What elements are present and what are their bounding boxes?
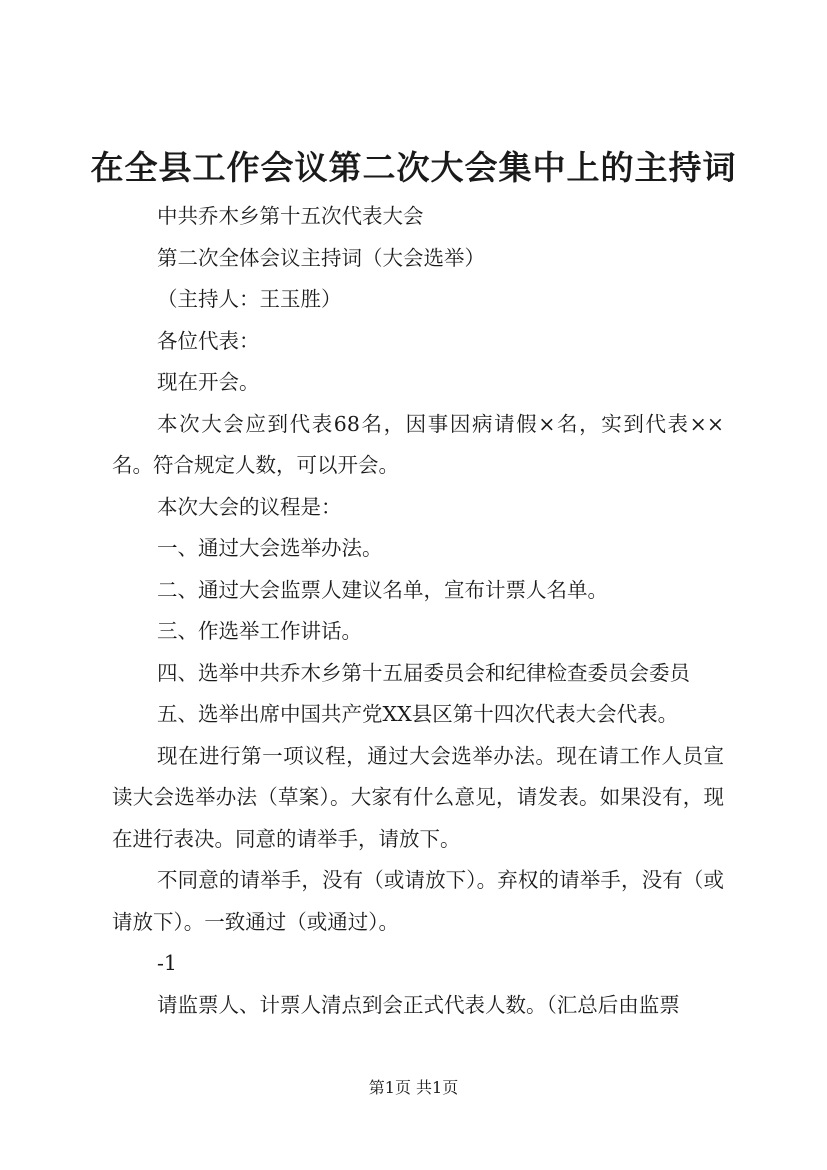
paragraph-congress-name: 中共乔木乡第十五次代表大会 — [157, 204, 424, 228]
document-body — [112, 196, 724, 1026]
agenda-item-4: 四、选举中共乔木乡第十五届委员会和纪律检查委员会委员 — [157, 660, 690, 685]
paragraph-vote-result: 不同意的请举手，没有（或请放下）。弃权的请举手，没有（或请放下）。一致通过（或通过）。 — [112, 868, 724, 934]
paragraph-session-title: 第二次全体会议主持词（大会选举） — [157, 245, 485, 270]
paragraph-first-item: 现在进行第一项议程，通过大会选举办法。现在请工作人员宣读大会选举办法（草案）。大家有什么意见，请发表。如果没有，现在进行表决。同意的请举手，请放下。 — [112, 743, 724, 851]
agenda-item-5: 五、选举出席中国共产党XX县区第十四次代表大会代表。 — [157, 702, 679, 726]
paragraph-count-delegates: 请监票人、计票人清点到会正式代表人数。（汇总后由监票 — [157, 992, 680, 1017]
paragraph-greeting: 各位代表： — [157, 328, 260, 353]
page-footer: 第1页 共1页 — [368, 1078, 459, 1097]
page-marker: -1 — [157, 951, 177, 975]
agenda-item-3: 三、作选举工作讲话。 — [157, 619, 362, 643]
paragraph-attendance: 本次大会应到代表68名，因事因病请假×名，实到代表××名。符合规定人数，可以开会。 — [112, 411, 724, 477]
paragraph-host: （主持人：王玉胜） — [157, 287, 342, 311]
document-title: 在全县工作会议第二次大会集中上的主持词 — [90, 148, 737, 187]
paragraph-agenda-intro: 本次大会的议程是： — [157, 494, 342, 519]
agenda-item-2: 二、通过大会监票人建议名单，宣布计票人名单。 — [157, 577, 608, 602]
paragraph-opening: 现在开会。 — [157, 370, 260, 394]
agenda-item-1: 一、通过大会选举办法。 — [157, 536, 383, 560]
